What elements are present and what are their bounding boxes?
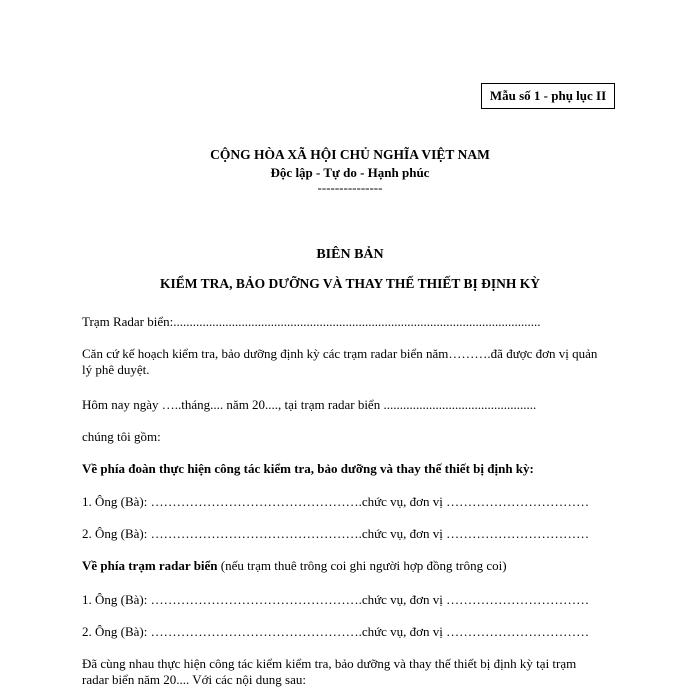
form-number-box: Mẫu số 1 - phụ lục II xyxy=(481,83,615,109)
document-subtitle: KIỂM TRA, BẢO DƯỠNG VÀ THAY THẾ THIẾT BỊ ĐỊNH KỲ xyxy=(160,276,540,291)
attendees-intro: chúng tôi gồm: xyxy=(82,429,161,444)
station-member-2: 2. Ông (Bà): ………………………………………….chức vụ, đơn vị …………………………… xyxy=(82,624,590,639)
conclusion-paragraph: Đã cùng nhau thực hiện công tác kiểm kiểm tra, bảo dưỡng và thay thế thiết bị định kỳ tại trạm radar biển năm 20.... Với các nội dung sau: xyxy=(82,656,577,687)
date-location-line: Hôm nay ngày …..tháng.... năm 20...., tại trạm radar biển ............................................... xyxy=(82,397,537,412)
station-name-line: Trạm Radar biển:................................................................................................................. xyxy=(82,314,541,329)
station-heading xyxy=(82,558,507,574)
document-title: BIÊN BẢN xyxy=(316,247,384,262)
station-member-1: 1. Ông (Bà): ………………………………………….chức vụ, đơn vị …………………………… xyxy=(82,592,590,607)
team-heading: Về phía đoàn thực hiện công tác kiểm tra, bảo dưỡng và thay thế thiết bị định kỳ: xyxy=(82,461,534,476)
station-heading-label: Về phía trạm radar biển xyxy=(82,558,218,573)
team-member-1: 1. Ông (Bà): ………………………………………….chức vụ, đơn vị …………………………… xyxy=(82,494,590,509)
header-divider: --------------- xyxy=(317,180,383,195)
national-motto: Độc lập - Tự do - Hạnh phúc xyxy=(270,165,430,180)
team-member-2: 2. Ông (Bà): ………………………………………….chức vụ, đơn vị …………………………… xyxy=(82,526,590,541)
station-heading-note: (nếu trạm thuê trông coi ghi người hợp đồng trông coi) xyxy=(217,558,507,573)
basis-paragraph: Căn cứ kế hoạch kiểm tra, bảo dưỡng định kỳ các trạm radar biển năm……….đã được đơn vị quản lý phê duyệt. xyxy=(82,346,598,377)
national-title: CỘNG HÒA XÃ HỘI CHỦ NGHĨA VIỆT NAM xyxy=(210,147,490,162)
